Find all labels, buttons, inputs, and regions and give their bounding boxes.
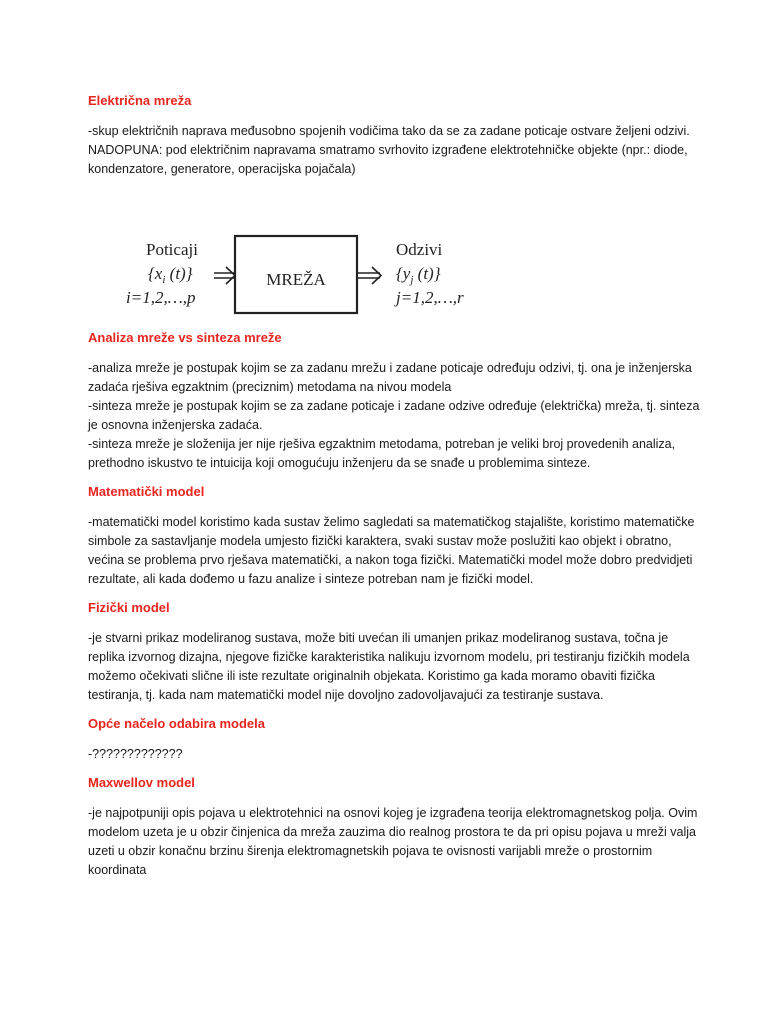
paragraph-matematicki-model: -matematički model koristimo kada sustav želimo sagledati sa matematičkog stajalište, koristimo matematičke simbole za sastavljanje modela umjesto fizički karaktera, svaki sustav može poslužiti kao objekt i obratno, većina se problema prvo rješava matematički, a nakon toga fizički. Matematički model može dobro predvidjeti rezultate, ali kada dođemo u fazu analize i sinteze potreban nam je fizički model. [88,515,695,586]
section-title-opce-nacelo: Opće načelo odabira modela [88,716,265,731]
section-title-maxwellov-model: Maxwellov model [88,775,195,790]
section-title-analiza-sinteza: Analiza mreže vs sinteza mreže [88,330,282,345]
output-index: j=1,2,…,r [396,288,464,307]
paragraph-sinteza-slozenija: -sinteza mreže je složenija jer nije rješiva egzaktnim metodama, potreban je veliki broj provedenih analiza, prethodno iskustvo te intuicija koji omogućuju inženjeru da se snađe u problemima sinteze. [88,437,676,470]
input-set: {$x_i$ (t)} [148,264,193,286]
input-index: i=1,2,…,p [126,288,196,307]
paragraph-opce-nacelo: -????????????? [88,747,183,761]
document-content [88,92,708,880]
paragraph-analiza: -analiza mreže je postupak kojim se za zadanu mrežu i zadane poticaje određuju odzivi, tj. ona je inženjerska zadaća rješiva egzaktnim (preciznim) metodama na nivou modela [88,361,692,394]
section-title-matematicki-model: Matematički model [88,484,205,499]
input-arrow [214,267,235,284]
network-diagram [88,179,708,329]
paragraph-fizicki-model: -je stvarni prikaz modeliranog sustava, može biti uvećan ili umanjen prikaz modeliranog sustava, točna je replika izvornog dizajna, njegove fizičke karakteristika nalikuju izvornom modelu, pri testiranju fizičkih modela možemo očekivati slične ili iste rezultate originalnih objekata. Koristimo ga kada moramo obaviti fizička testiranja, tj. kada nam matematički model nije dovoljno zadovoljavajući za testiranje sustava. [88,631,690,702]
output-title: Odzivi [396,240,443,259]
section-title-fizicki-model: Fizički model [88,600,170,615]
section-title-elektricna-mreza: Električna mreža [88,93,192,108]
paragraph-maxwellov-model: -je najpotpuniji opis pojava u elektrotehnici na osnovi kojeg je izgrađena teorija elektromagnetskog polja. Ovim modelom uzeta je u obzir činjenica da mreža zauzima dio realnog prostora te da pri opisu pojava u mreži valja uzeti u obzir konačnu brzinu širenja elektromagnetskih pojava te ovisnosti varijabli mreže o prostornim koordinata [88,806,698,877]
network-box-label: MREŽA [266,270,326,289]
output-arrow [358,267,381,284]
network-diagram-svg [88,179,708,329]
output-set: {$y_j$ (t)} [396,264,441,286]
paragraph-elektricna-mreza: -skup električnih naprava međusobno spojenih vodičima tako da se za zadane poticaje ostvare željeni odzivi. NADOPUNA: pod električnim napravama smatramo svrhovito izgrađene elektrotehničke objekte (npr.: diode, kondenzatore, generatore, operacijska pojačala) [88,124,690,176]
paragraph-sinteza: -sinteza mreže je postupak kojim se za zadane poticaje i zadane odzive određuje (električka) mreža, tj. sinteza je osnovna inženjerska zadaća. [88,399,700,432]
input-title: Poticaji [146,240,198,259]
